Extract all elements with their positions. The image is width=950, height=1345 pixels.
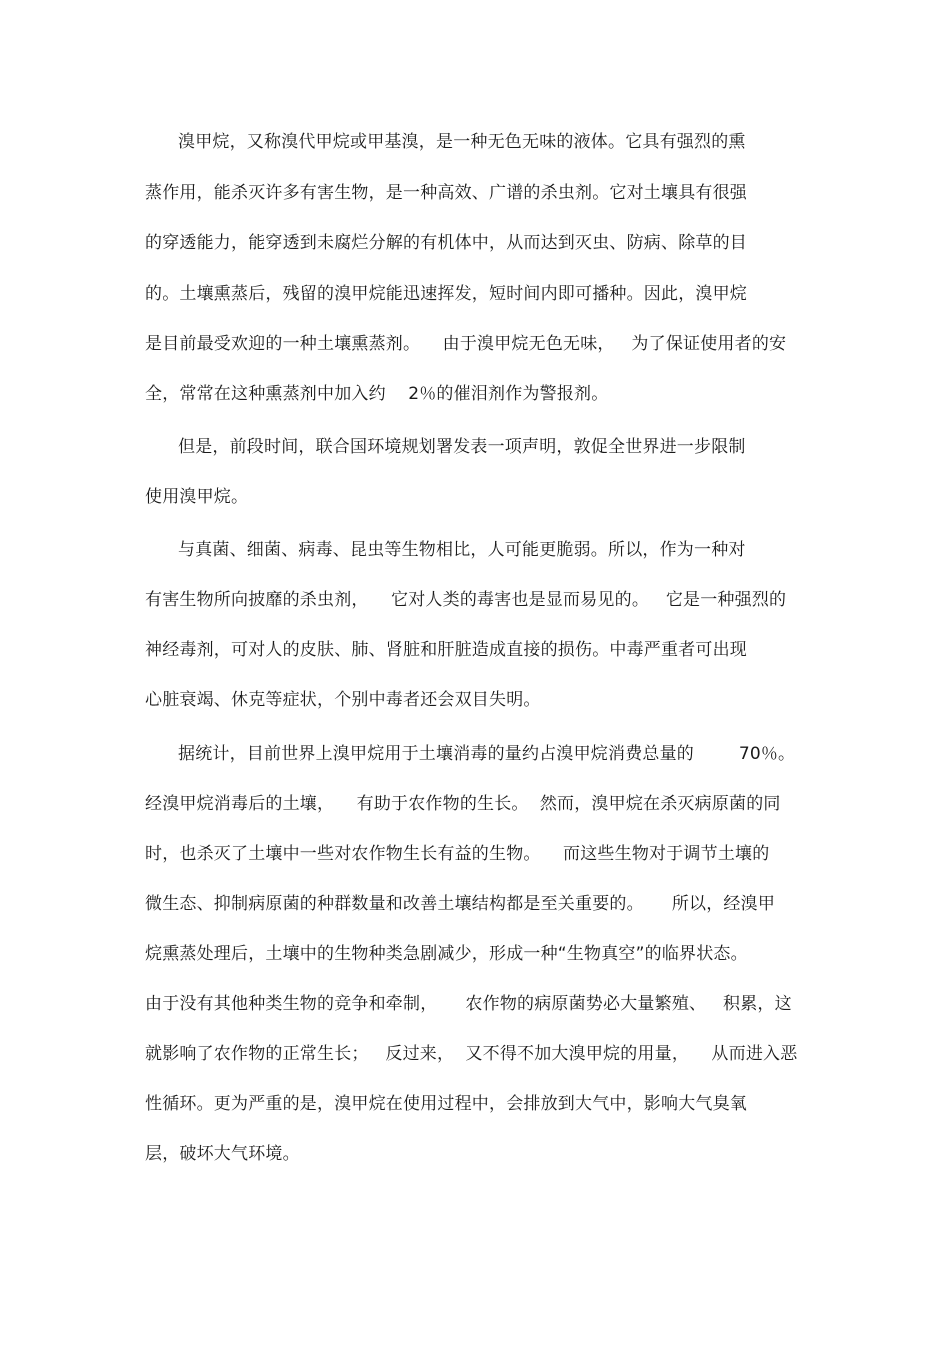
text-line: 是目前最受欢迎的一种土壤熏蒸剂。 由于溴甲烷无色无味， 为了保证使用者的安 — [145, 334, 787, 354]
text-line: 微生态、抑制病原菌的种群数量和改善土壤结构都是至关重要的。 所以，经溴甲 — [145, 894, 776, 914]
text-line: 就影响了农作物的正常生长； 反过来， 又不得不加大溴甲烷的用量， 从而进入恶 — [145, 1044, 798, 1064]
text-line: 心脏衰竭、休克等症状，个别中毒者还会双目失明。 — [145, 690, 541, 710]
text-line: 时，也杀灭了土壤中一些对农作物生长有益的生物。 而这些生物对于调节土壤的 — [145, 844, 770, 864]
text-line: 据统计，目前世界上溴甲烷用于土壤消毒的量约占溴甲烷消费总量的 70％。 — [178, 744, 796, 764]
text-line: 烷熏蒸处理后，土壤中的生物种类急剧减少，形成一种“生物真空”的临界状态。 — [145, 944, 748, 964]
text-line: 全，常常在这种熏蒸剂中加入约 2％的催泪剂作为警报剂。 — [145, 384, 609, 404]
text-line: 但是，前段时间，联合国环境规划署发表一项声明，敦促全世界进一步限制 — [178, 437, 746, 457]
text-line: 与真菌、细菌、病毒、昆虫等生物相比，人可能更脆弱。所以，作为一种对 — [178, 540, 746, 560]
text-line: 有害生物所向披靡的杀虫剂， 它对人类的毒害也是显而易见的。 它是一种强烈的 — [145, 590, 787, 610]
text-line: 由于没有其他种类生物的竞争和牵制， 农作物的病原菌势必大量繁殖、 积累，这 — [145, 994, 792, 1014]
text-line: 层，破坏大气环境。 — [145, 1144, 300, 1164]
text-line: 使用溴甲烷。 — [145, 487, 249, 507]
text-line: 性循环。更为严重的是，溴甲烷在使用过程中，会排放到大气中，影响大气臭氧 — [145, 1094, 747, 1114]
text-line: 溴甲烷，又称溴代甲烷或甲基溴，是一种无色无味的液体。它具有强烈的熏 — [178, 132, 746, 152]
text-line: 神经毒剂，可对人的皮肤、肺、肾脏和肝脏造成直接的损伤。中毒严重者可出现 — [145, 640, 747, 660]
text-line: 的穿透能力，能穿透到未腐烂分解的有机体中，从而达到灭虫、防病、除草的目 — [145, 233, 747, 253]
text-line: 蒸作用，能杀灭许多有害生物，是一种高效、广谱的杀虫剂。它对土壤具有很强 — [145, 183, 747, 203]
text-line: 的。土壤熏蒸后，残留的溴甲烷能迅速挥发，短时间内即可播种。因此，溴甲烷 — [145, 284, 747, 304]
text-line: 经溴甲烷消毒后的土壤， 有助于农作物的生长。 然而，溴甲烷在杀灭病原菌的同 — [145, 794, 781, 814]
